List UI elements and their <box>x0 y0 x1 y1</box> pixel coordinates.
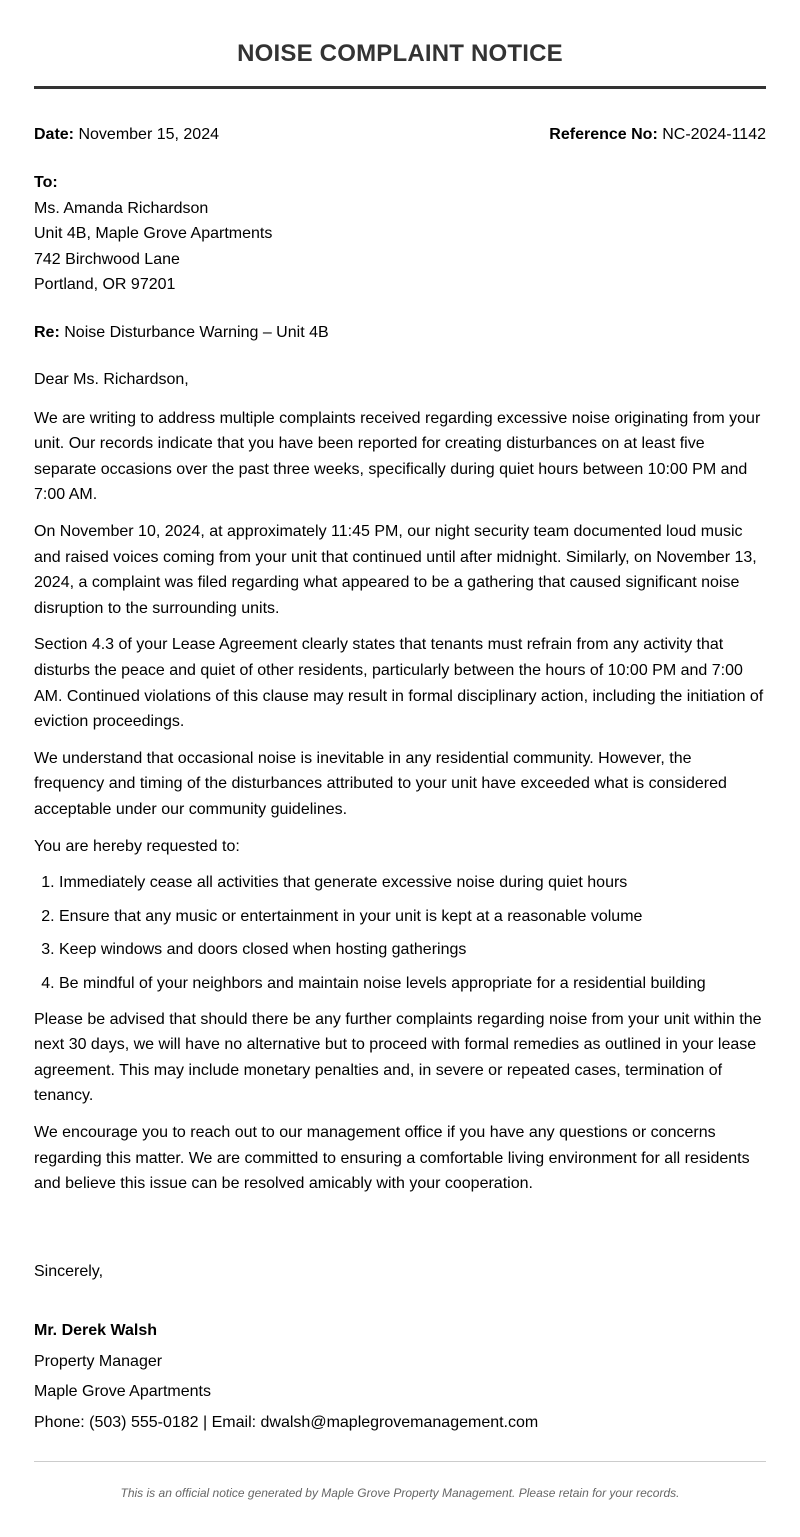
signer-title: Property Manager <box>34 1352 163 1370</box>
footer-note: This is an official notice generated by Maple Grove Property Management. Please retain for your records. <box>120 1486 680 1500</box>
subject-value: Noise Disturbance Warning – Unit 4B <box>64 324 329 341</box>
signer-organization: Maple Grove Apartments <box>34 1383 211 1400</box>
date-field <box>34 124 219 146</box>
paragraph-request-intro: You are hereby requested to: <box>34 837 240 855</box>
recipient-label: To: <box>34 174 58 191</box>
recipient-unit: Unit 4B, Maple Grove Apartments <box>34 225 273 242</box>
list-item: 4. Be mindful of your neighbors and maintain noise levels appropriate for a residential building <box>59 971 766 996</box>
reference-label: Reference No: <box>549 126 658 143</box>
sign-off: Sincerely, <box>34 1263 104 1280</box>
greeting: Dear Ms. Richardson, <box>34 371 189 388</box>
list-item: 1. Immediately cease all activities that generate excessive noise during quiet hours <box>59 870 766 895</box>
paragraph-encouragement: We encourage you to reach out to our management office if you have any questions or concerns regarding this matter. We are committed to ensuring a comfortable living environment for all residents and believe this issue can be resolved amicably with your cooperation. <box>34 1123 750 1193</box>
subject-line <box>34 322 329 344</box>
paragraph-complaints: We are writing to address multiple complaints received regarding excessive noise originating from your unit. Our records indicate that you have been reported for creating disturbances on at least five separate occasions over the past three weeks, specifically during quiet hours between 10:00 PM and 7:00 AM. <box>34 409 761 504</box>
signer-contact: Phone: (503) 555-0182 | Email: dwalsh@maplegrovemanagement.com <box>34 1413 539 1431</box>
recipient-name: Ms. Amanda Richardson <box>34 199 209 217</box>
signer-name: Mr. Derek Walsh <box>34 1322 158 1339</box>
paragraph-incidents: On November 10, 2024, at approximately 11:45 PM, our night security team documented loud music and raised voices coming from your unit that continued until after midnight. Similarly, on November 13, 2024, a complaint was filed regarding what appeared to be a gathering that caused significant noise disruption to the surrounding units. <box>34 522 757 617</box>
reference-value: NC-2024-1142 <box>662 126 766 143</box>
footer-divider <box>34 1461 766 1462</box>
subject-label: Re: <box>34 324 60 341</box>
paragraph-advisory: Please be advised that should there be any further complaints regarding noise from your unit within the next 30 days, we will have no alternative but to proceed with formal remedies as outlined in your lease agreement. This may include monetary penalties and, in severe or repeated cases, termination of tenancy. <box>34 1010 762 1105</box>
title-divider <box>34 86 766 89</box>
page-title: NOISE COMPLAINT NOTICE <box>237 40 563 67</box>
meta-row <box>34 124 766 146</box>
signature-block <box>34 1316 538 1438</box>
recipient-street: 742 Birchwood Lane <box>34 250 180 268</box>
date-value: November 15, 2024 <box>78 126 219 143</box>
list-item: 2. Ensure that any music or entertainment in your unit is kept at a reasonable volume <box>59 904 766 929</box>
recipient-block <box>34 170 272 298</box>
reference-field <box>549 124 766 146</box>
request-list <box>34 870 766 996</box>
paragraph-understanding: We understand that occasional noise is inevitable in any residential community. However, the frequency and timing of the disturbances attributed to your unit have exceeded what is considered acceptable under our community guidelines. <box>34 749 727 818</box>
recipient-city: Portland, OR 97201 <box>34 276 176 293</box>
paragraph-lease-section: Section 4.3 of your Lease Agreement clearly states that tenants must refrain from any activity that disturbs the peace and quiet of other residents, particularly between the hours of 10:00 PM and 7:00 AM. Continued violations of this clause may result in formal disciplinary action, including the initiation of eviction proceedings. <box>34 636 764 731</box>
letter-body <box>34 367 766 1208</box>
date-label: Date: <box>34 126 75 143</box>
list-item: 3. Keep windows and doors closed when hosting gatherings <box>59 937 766 962</box>
